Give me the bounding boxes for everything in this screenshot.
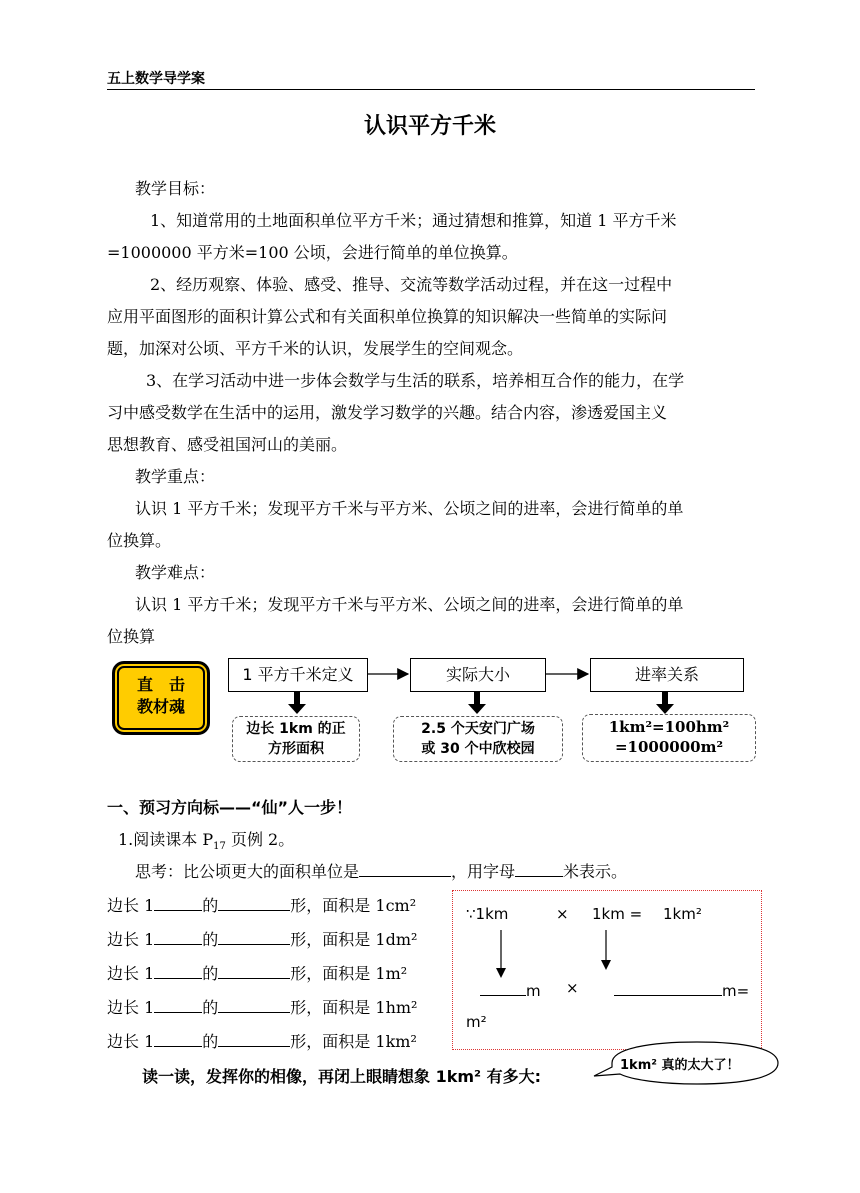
row-mid: 的 <box>202 896 219 915</box>
key-points-heading: 教学重点： <box>135 467 216 486</box>
row-cm2 <box>107 893 417 927</box>
blank-length-1[interactable] <box>154 894 202 911</box>
blank-shape-5[interactable] <box>218 1030 290 1047</box>
read-text: 1.阅读课本 P <box>118 830 214 849</box>
side-length-rows <box>107 893 417 1063</box>
row-unit: 1dm² <box>375 930 418 949</box>
row-mid2: 形，面积是 <box>290 964 376 983</box>
calc-top-c: 1km² <box>663 905 702 923</box>
detail-conversion <box>582 714 756 762</box>
objective-1-line1: 1、知道常用的土地面积单位平方千米；通过猜想和推算，知道 1 平方千米 <box>150 211 677 230</box>
row-mid: 的 <box>202 930 219 949</box>
think-text-c: 米表示。 <box>563 862 628 881</box>
detail-actual-size <box>393 716 563 762</box>
detail-conversion-line1: 1km²=100hm² <box>608 718 730 736</box>
row-unit: 1hm² <box>375 998 418 1017</box>
calc-times-bottom: × <box>566 979 579 997</box>
key-points-line2: 位换算。 <box>107 531 172 550</box>
row-mid2: 形，面积是 <box>290 1032 376 1051</box>
row-km2 <box>107 1029 417 1063</box>
doc-header: 五上数学导学案 <box>107 71 205 87</box>
blank-length-5[interactable] <box>154 1030 202 1047</box>
page-title: 认识平方千米 <box>363 114 496 139</box>
difficult-points-heading: 教学难点： <box>135 563 216 582</box>
row-mid2: 形，面积是 <box>290 896 376 915</box>
calc-top-b: 1km = <box>592 905 643 923</box>
objective-2-line3: 题，加深对公顷、平方千米的认识，发展学生的空间观念。 <box>107 339 524 358</box>
detail-conversion-line2: =1000000m² <box>614 738 724 756</box>
calc-down-arrows <box>480 928 630 980</box>
blank-calc-m2[interactable] <box>614 979 722 996</box>
objectives-heading: 教学目标： <box>135 179 216 198</box>
calc-bottom-right <box>614 979 749 1000</box>
read-instruction <box>118 827 294 852</box>
think-text-b: ，用字母 <box>451 862 516 881</box>
badge-line1: 直 击 <box>136 675 185 694</box>
blank-length-4[interactable] <box>154 996 202 1013</box>
read-text-end: 页例 2。 <box>225 830 295 849</box>
blank-shape-1[interactable] <box>218 894 290 911</box>
key-points-line1: 认识 1 平方千米；发现平方千米与平方米、公顷之间的进率，会进行简单的单 <box>135 499 684 518</box>
calc-times-top: × <box>556 905 569 923</box>
detail-actual-size-line1: 2.5 个天安门广场 <box>421 721 535 737</box>
row-prefix: 边长 1 <box>107 964 155 983</box>
flow-box-conversion: 进率关系 <box>590 658 744 692</box>
objective-2-line2: 应用平面图形的面积计算公式和有关面积单位换算的知识解决一些简单的实际问 <box>107 307 668 326</box>
objective-2-line1: 2、经历观察、体验、感受、推导、交流等数学活动过程，并在这一过程中 <box>150 275 673 294</box>
row-unit: 1cm² <box>375 896 417 915</box>
row-m2 <box>107 961 417 995</box>
objective-3-line2: 习中感受数学在生活中的运用，激发学习数学的兴趣。结合内容，渗透爱国主义 <box>107 403 668 422</box>
speech-bubble-text: 1km² 真的太大了！ <box>620 1058 740 1073</box>
read-page-sub: 17 <box>213 841 226 853</box>
row-mid2: 形，面积是 <box>290 998 376 1017</box>
detail-definition-line2: 方形面积 <box>268 741 324 757</box>
row-mid: 的 <box>202 964 219 983</box>
calc-bottom-eq: m= <box>722 982 750 1000</box>
flow-box-actual-size: 实际大小 <box>410 658 546 692</box>
blank-length-2[interactable] <box>154 928 202 945</box>
row-mid2: 形，面积是 <box>290 930 376 949</box>
row-prefix: 边长 1 <box>107 1032 155 1051</box>
detail-definition-line1: 边长 1km 的正 <box>246 721 346 737</box>
blank-length-3[interactable] <box>154 962 202 979</box>
detail-definition <box>232 716 360 762</box>
row-dm2 <box>107 927 417 961</box>
calc-bottom-m: m <box>526 982 541 1000</box>
objective-3-line1: 3、在学习活动中进一步体会数学与生活的联系，培养相互合作的能力，在学 <box>146 371 685 390</box>
section-1-title: 一、预习方向标——“仙”人一步！ <box>107 798 353 817</box>
think-text-a: 思考：比公顷更大的面积单位是 <box>135 862 360 881</box>
think-question <box>135 859 627 882</box>
row-prefix: 边长 1 <box>107 930 155 949</box>
row-hm2 <box>107 995 417 1029</box>
row-mid: 的 <box>202 1032 219 1051</box>
detail-actual-size-line2: 或 30 个中欣校园 <box>421 741 535 757</box>
blank-calc-m1[interactable] <box>480 979 526 996</box>
row-unit: 1km² <box>375 1032 417 1051</box>
difficult-points-line2: 位换算 <box>107 627 156 646</box>
calc-bottom-m2: m² <box>466 1013 487 1031</box>
difficult-points-line1: 认识 1 平方千米；发现平方千米与平方米、公顷之间的进率，会进行简单的单 <box>135 595 684 614</box>
flow-box-definition: 1 平方千米定义 <box>228 658 368 692</box>
imagine-prompt: 读一读，发挥你的相像，再闭上眼睛想象 1km² 有多大: <box>142 1067 541 1086</box>
calc-bottom-left <box>480 979 541 1000</box>
calc-top-a: ∵1km <box>466 905 509 923</box>
badge-line2: 教材魂 <box>136 697 185 716</box>
objective-1-line2: =1000000 平方米=100 公顷，会进行简单的单位换算。 <box>107 243 518 262</box>
row-unit: 1m² <box>375 964 408 983</box>
row-prefix: 边长 1 <box>107 998 155 1017</box>
row-mid: 的 <box>202 998 219 1017</box>
blank-shape-3[interactable] <box>218 962 290 979</box>
blank-unit-letter[interactable] <box>515 860 563 877</box>
objective-3-line3: 思想教育、感受祖国河山的美丽。 <box>107 435 348 454</box>
blank-unit-name[interactable] <box>359 860 451 877</box>
row-prefix: 边长 1 <box>107 896 155 915</box>
blank-shape-2[interactable] <box>218 928 290 945</box>
blank-shape-4[interactable] <box>218 996 290 1013</box>
